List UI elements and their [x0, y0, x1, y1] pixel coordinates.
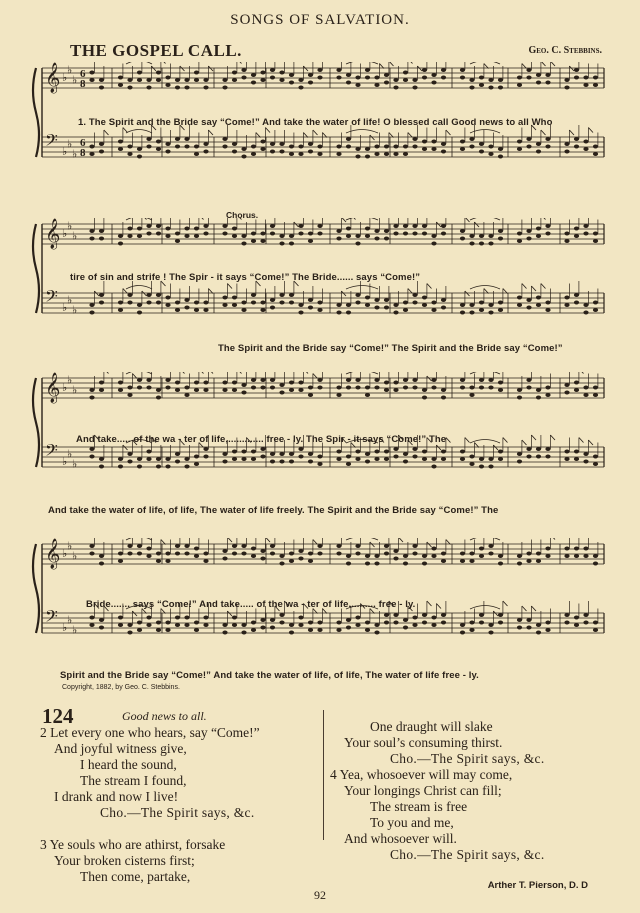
column-divider	[323, 710, 324, 840]
svg-text:♭: ♭	[62, 455, 68, 468]
svg-text:♭: ♭	[72, 229, 78, 243]
svg-text:♭: ♭	[62, 71, 68, 84]
svg-text:♭: ♭	[67, 137, 73, 151]
verse-line: Your broken cisterns first;	[54, 853, 195, 868]
svg-text:𝄢: 𝄢	[45, 286, 58, 310]
verse-line: The stream is free	[370, 799, 468, 814]
svg-text:♭: ♭	[67, 539, 73, 553]
verse-line: I heard the sound,	[80, 757, 177, 772]
svg-text:𝄞: 𝄞	[45, 539, 61, 569]
hymn-number: 124	[42, 704, 74, 728]
verse-line: The stream I found,	[80, 773, 187, 788]
verse-attribution: Arther T. Pierson, D. D	[487, 880, 588, 891]
verse-line: Then come, partake,	[80, 869, 191, 884]
verse-line: Cho.—The Spirit says, &c.	[390, 847, 545, 862]
svg-text:𝄞: 𝄞	[45, 63, 61, 93]
svg-text:𝄢: 𝄢	[45, 606, 58, 630]
verse-line: Cho.—The Spirit says, &c.	[390, 751, 545, 766]
svg-text:♭: ♭	[67, 613, 73, 627]
composer-credit: Geo. C. Stebbins.	[528, 45, 602, 56]
svg-text:♭: ♭	[67, 373, 73, 387]
svg-text:𝄞: 𝄞	[45, 373, 61, 403]
music-system-1	[0, 62, 640, 202]
verses-right-column	[330, 719, 545, 863]
svg-text:♭: ♭	[67, 293, 73, 307]
verse-line: Cho.—The Spirit says, &c.	[100, 805, 255, 820]
lyric-line-3: The Spirit and the Bride say “Come!” The Spirit and the Bride say “Come!”	[218, 343, 563, 354]
verse-line: To you and me,	[370, 815, 454, 830]
music-system-2	[0, 218, 640, 358]
copyright-notice: Copyright, 1882, by Geo. C. Stebbins.	[62, 684, 180, 691]
verse-line: Your soul’s consuming thirst.	[344, 735, 503, 750]
lyric-line-1: 1. The Spirit and the Bride say “Come!” And take the water of life! O blessed call Good news to all Who	[78, 117, 553, 128]
verse-line: I drank and now I live!	[54, 789, 179, 804]
svg-text:♭: ♭	[72, 457, 78, 471]
verse-line: One draught will slake	[370, 719, 493, 734]
page-number: 92	[314, 888, 326, 902]
svg-text:♭: ♭	[62, 227, 68, 240]
lyric-line-5: And take the water of life, of life, The water of life freely. The Spirit and the Bride say “Come!” The	[48, 505, 499, 516]
svg-text:𝄢: 𝄢	[45, 440, 58, 464]
svg-text:♭: ♭	[67, 63, 73, 77]
verse-line: 4 Yea, whosoever will may come,	[330, 767, 513, 782]
running-head: SONGS OF SALVATION.	[230, 12, 410, 28]
hymn-subtitle: Good news to all.	[122, 709, 207, 723]
verse-line: 2 Let every one who hears, say “Come!”	[40, 725, 260, 740]
svg-text:𝄞: 𝄞	[45, 219, 61, 249]
svg-text:♭: ♭	[67, 219, 73, 233]
verse-line: And whosoever will.	[344, 831, 457, 846]
lyric-line-2: tire of sin and strife ! The Spir - it says “Come!” The Bride...... says “Come!”	[70, 272, 421, 283]
svg-text:♭: ♭	[62, 301, 68, 314]
svg-text:♭: ♭	[72, 549, 78, 563]
lyric-line-6: Bride....... says “Come!” And take..... of the wa - ter of life.......... free - ly.	[86, 599, 416, 610]
svg-text:6: 6	[80, 137, 86, 149]
svg-text:6: 6	[80, 68, 86, 80]
svg-text:♭: ♭	[72, 147, 78, 161]
svg-text:♭: ♭	[62, 621, 68, 634]
svg-text:♭: ♭	[62, 381, 68, 394]
svg-text:♭: ♭	[72, 73, 78, 87]
svg-text:8: 8	[80, 78, 86, 90]
lyric-line-4: And take..... of the wa - ter of life,............. free - ly. The Spir - it says “Come!” The	[76, 434, 447, 445]
svg-text:♭: ♭	[62, 547, 68, 560]
svg-text:♭: ♭	[72, 303, 78, 317]
verse-line: 3 Ye souls who are athirst, forsake	[40, 837, 226, 852]
song-title: THE GOSPEL CALL.	[70, 41, 242, 60]
lyric-line-7: Spirit and the Bride say “Come!” And take the water of life, of life, The water of life free - ly.	[60, 670, 479, 681]
svg-text:♭: ♭	[72, 383, 78, 397]
verse-line: And joyful witness give,	[54, 741, 187, 756]
verse-line: Your longings Christ can fill;	[344, 783, 502, 798]
chorus-label: Chorus.	[226, 210, 259, 220]
svg-text:♭: ♭	[72, 623, 78, 637]
svg-text:8: 8	[80, 147, 86, 159]
verses-left-column	[40, 725, 260, 885]
svg-text:♭: ♭	[62, 145, 68, 158]
svg-text:♭: ♭	[67, 447, 73, 461]
verse-line	[40, 821, 260, 837]
svg-text:𝄢: 𝄢	[45, 130, 58, 154]
